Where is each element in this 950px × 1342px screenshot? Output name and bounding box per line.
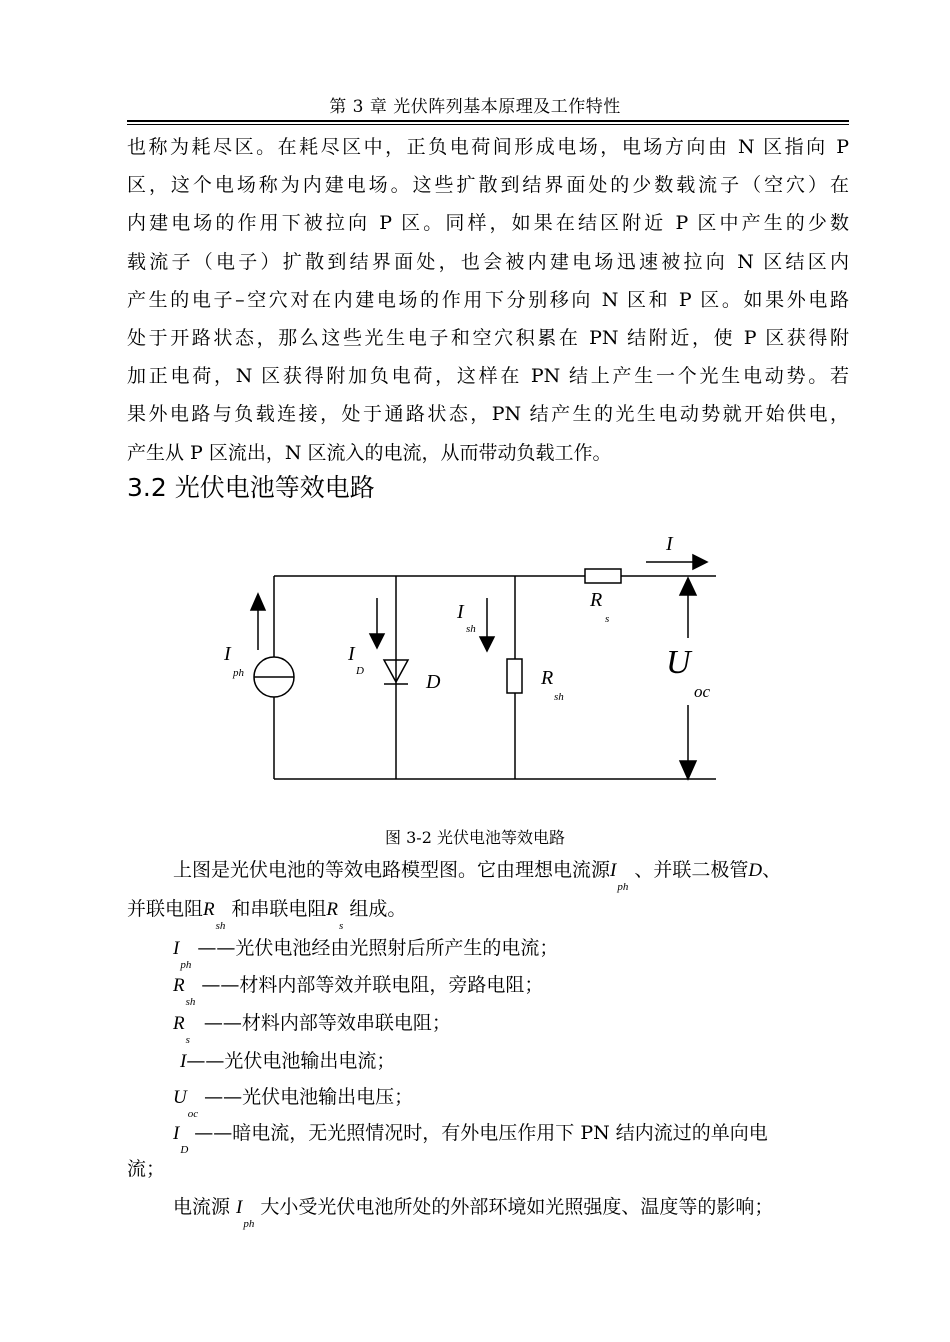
page-header: 第 3 章 光伏阵列基本原理及工作特性	[329, 97, 621, 117]
desc-line-2: 并联电阻$R_{sh}$和串联电阻$R_s$组成。	[127, 898, 407, 932]
header-rule-thick	[127, 120, 849, 122]
label-ish-sub: sh	[466, 623, 476, 635]
label-i: I	[666, 533, 673, 555]
uoc-arrow-up	[680, 578, 696, 638]
label-ish: I	[457, 601, 464, 623]
def-id-continuation: 流；	[127, 1158, 166, 1180]
label-id-sub: D	[356, 665, 364, 677]
label-rsh-sub: sh	[554, 691, 564, 703]
label-rsh: R	[541, 667, 554, 689]
label-d: D	[426, 671, 441, 693]
def-i: I——光伏电池输出电流；	[180, 1050, 396, 1072]
intro-line: 加正电荷，N 区获得附加负电荷，这样在 PN 结上产生一个光生电动势。若	[127, 365, 849, 388]
ish-arrow	[480, 598, 494, 651]
def-rs: $R_s——$材料内部等效串联电阻；	[173, 1012, 451, 1046]
intro-line: 载流子（电子）扩散到结界面处，也会被内建电场迅速被拉向 N 区结区内	[127, 250, 849, 273]
label-rs-sub: s	[605, 613, 610, 625]
current-source	[254, 657, 294, 697]
figure-caption: 图 3-2 光伏电池等效电路	[385, 828, 565, 847]
i-arrow	[646, 555, 707, 569]
final-line: 电流源 $I_{ph}$大小受光伏电池所处的外部环境如光照强度、温度等的影响；	[173, 1196, 774, 1230]
intro-line: 区，这个电场称为内建电场。这些扩散到结界面处的少数载流子（空穴）在	[127, 174, 849, 197]
def-uoc: $U_{oc}——$光伏电池输出电压；	[173, 1086, 414, 1120]
series-resistor	[585, 569, 621, 583]
intro-paragraph	[127, 128, 849, 472]
iph-arrow	[251, 594, 265, 650]
header-rule-thin	[127, 124, 849, 125]
label-uoc: U	[666, 644, 691, 681]
def-id: $I_D——$暗电流，无光照情况时，有外电压作用下 PN 结内流过的单向电	[173, 1122, 768, 1156]
section-title: 3.2 光伏电池等效电路	[127, 473, 375, 502]
def-rsh: $R_{sh}——$材料内部等效并联电阻，旁路电阻；	[173, 974, 544, 1008]
uoc-arrow-down	[680, 705, 696, 779]
equivalent-circuit-diagram	[200, 520, 740, 790]
intro-line: 产生的电子–空穴对在内建电场的作用下分别移向 N 区和 P 区。如果外电路	[127, 288, 849, 311]
label-uoc-sub: oc	[694, 682, 711, 701]
intro-line: 果外电路与负载连接，处于通路状态，PN 结产生的光生电动势就开始供电，	[127, 403, 849, 426]
intro-line: 内建电场的作用下被拉向 P 区。同样，如果在结区附近 P 区中产生的少数	[127, 212, 849, 235]
intro-line: 也称为耗尽区。在耗尽区中，正负电荷间形成电场，电场方向由 N 区指向 P	[127, 136, 849, 158]
label-rs: R	[590, 589, 603, 611]
id-arrow	[370, 598, 384, 648]
def-iph: $I_{ph}——$光伏电池经由光照射后所产生的电流；	[173, 937, 559, 971]
circuit-wires	[274, 576, 716, 779]
desc-line-1: 上图是光伏电池的等效电路模型图。它由理想电流源$I_{ph}$、并联二极管D、	[173, 859, 782, 893]
shunt-resistor	[507, 659, 522, 693]
intro-line: 处于开路状态，那么这些光生电子和空穴积累在 PN 结附近，使 P 区获得附	[127, 326, 849, 349]
label-id: I	[348, 643, 355, 665]
intro-line: 产生从 P 区流出，N 区流入的电流，从而带动负载工作。	[127, 441, 612, 464]
label-iph: I	[224, 643, 231, 665]
label-iph-sub: ph	[233, 667, 244, 679]
